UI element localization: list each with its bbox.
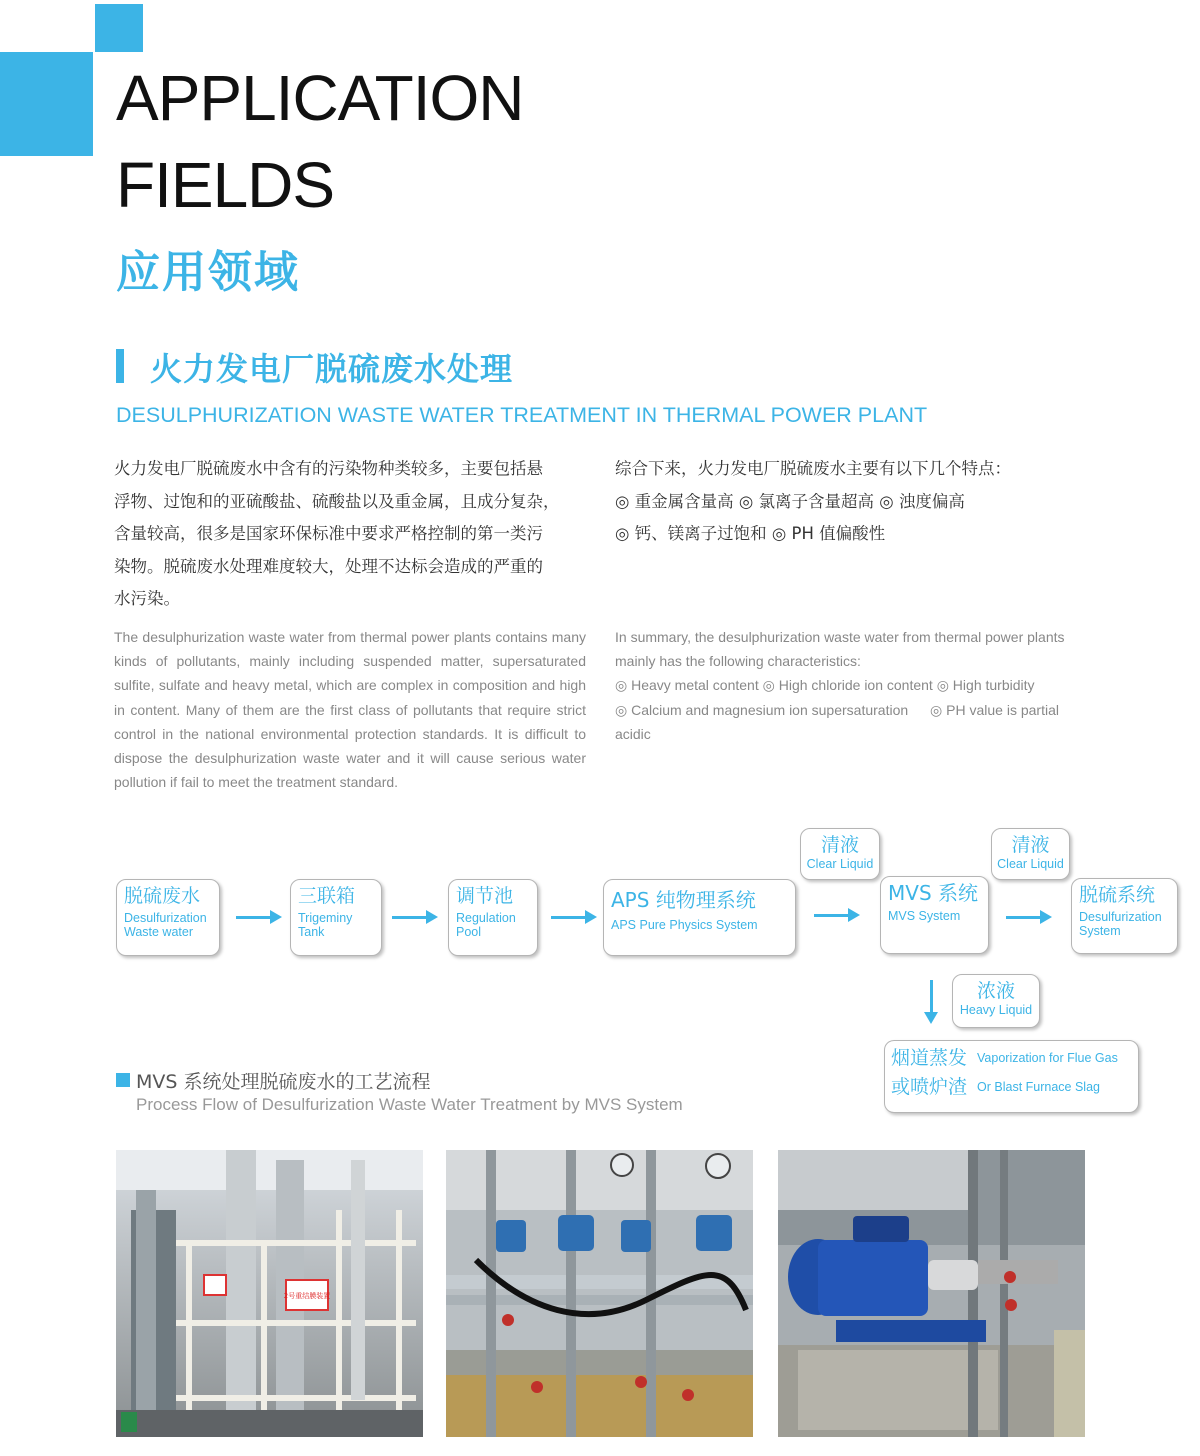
corner-square-small (95, 4, 143, 52)
flow-label-cn: APS 纯物理系统 (611, 888, 756, 912)
flow-label-en: Vaporization for Flue Gas (977, 1051, 1118, 1065)
right-en-features-2 (615, 698, 1090, 722)
left-cn-line: 含量较高，很多是国家环保标准中要求严格控制的第一类污 (114, 524, 543, 543)
flow-label-cn: 脱硫系统 (1079, 884, 1156, 906)
flow-arrow-right (392, 916, 428, 919)
flow-label-en: MVS System (888, 909, 961, 923)
right-en-feature-calcium: ◎ Calcium and magnesium ion supersaturation (615, 701, 909, 718)
flow-label-cn: MVS 系统 (888, 881, 978, 905)
flow-label-cn: 清液 (820, 834, 859, 856)
flow-label-en: APS Pure Physics System (611, 918, 758, 932)
right-cn-features-1: ◎ 重金属含量高 ◎ 氯离子含量超高 ◎ 浊度偏高 (615, 491, 965, 511)
right-en-feature-ph: ◎ PH value is partial (930, 701, 1059, 718)
right-paragraph-en (615, 625, 1090, 746)
photo-pump-motor (778, 1150, 1085, 1437)
section-marker (116, 349, 124, 383)
flow-label-en: Desulfurization (1079, 910, 1162, 924)
process-title-en: Process Flow of Desulfurization Waste Water Treatment by MVS System (136, 1095, 683, 1114)
flow-label-cn: 或喷炉渣 (891, 1076, 968, 1098)
photo-pump-motor-image (778, 1150, 1085, 1437)
flow-box-desulf-water (116, 879, 220, 956)
flow-arrow-right (1006, 916, 1042, 919)
left-cn-line: 染物。脱硫废水处理难度较大，处理不达标会造成的严重的 (114, 556, 543, 576)
flow-label-en: Regulation (456, 911, 516, 925)
flow-box-clear-liquid-2 (991, 828, 1070, 880)
flow-label-en: Pool (456, 925, 482, 939)
section-title-cn: 火力发电厂脱硫废水处理 (150, 350, 514, 388)
flow-label-en: Heavy Liquid (959, 1003, 1033, 1017)
left-cn-line: 浮物、过饱和的亚硫酸盐、硫酸盐以及重金属，且成分复杂， (114, 491, 560, 511)
corner-square-large (0, 52, 93, 156)
process-title-cn: MVS 系统处理脱硫废水的工艺流程 (136, 1071, 431, 1093)
flow-box-mvs (880, 876, 989, 954)
page-title-line2: FIELDS (116, 149, 335, 221)
flow-label-en: Clear Liquid (997, 857, 1064, 871)
flow-label-en: Trigeminy (298, 911, 353, 925)
flow-box-vaporization (884, 1040, 1139, 1113)
right-en-intro-2: mainly has the following characteristics: (615, 653, 861, 670)
left-paragraph-cn (114, 453, 586, 616)
flow-label-cn: 烟道蒸发 (891, 1047, 968, 1069)
flow-box-heavy-liquid (952, 974, 1040, 1028)
right-en-features-3: acidic (615, 725, 651, 742)
flow-box-trigeminy (290, 879, 382, 956)
flow-box-aps (603, 879, 796, 956)
flow-label-en: Or Blast Furnace Slag (977, 1080, 1100, 1094)
left-cn-line: 火力发电厂脱硫废水中含有的污染物种类较多，主要包括悬 (114, 459, 543, 478)
section-title-en: DESULPHURIZATION WASTE WATER TREATMENT IN THERMAL POWER PLANT (116, 403, 928, 427)
right-en-features-1: ◎ Heavy metal content ◎ High chloride ion content ◎ High turbidity (615, 677, 1035, 694)
right-cn-features-2: ◎ 钙、镁离子过饱和 ◎ PH 值偏酸性 (615, 524, 886, 543)
vapor-row-1 (891, 1046, 1132, 1070)
flow-label-en: Tank (298, 925, 325, 939)
flow-arrow-right (551, 916, 587, 919)
flow-label-cn: 三联箱 (298, 885, 356, 907)
photo-equipment-frame (116, 1150, 423, 1437)
right-cn-intro: 综合下来，火力发电厂脱硫废水主要有以下几个特点： (615, 459, 1011, 478)
right-en-intro-1: In summary, the desulphurization waste water from thermal power plants (615, 629, 1065, 645)
flow-label-cn: 调节池 (456, 885, 514, 907)
flow-label-en: System (1079, 924, 1121, 938)
flow-label-en: Clear Liquid (806, 857, 874, 871)
flow-label-en: Desulfurization (124, 911, 207, 925)
flow-label-cn: 浓液 (976, 980, 1015, 1002)
flow-box-desulf-system (1071, 878, 1178, 954)
flow-box-regulation (448, 879, 538, 956)
flow-label-en: Waste water (124, 925, 194, 939)
process-marker (116, 1073, 130, 1087)
photo-sign-text: 2号重结膜装置 (283, 1292, 331, 1300)
photo-equipment-frame-image (116, 1150, 423, 1437)
left-paragraph-en: The desulphurization waste water from thermal power plants contains many kinds of pollutants, mainly including suspended matter, supersaturated sulfite, sulfate and heavy metal, which are complex in composition and high in content. Many of them are the first class of pollutants that require strict control in the national environmental protection standards. It is difficult to dispose the desulphurization waste water and it will cause serious water pollution if fail to meet the treatment standard. (114, 629, 586, 791)
flow-box-clear-liquid-1 (800, 828, 880, 880)
flow-arrow-down (930, 980, 933, 1014)
vapor-row-2 (891, 1075, 1132, 1099)
page-title-cn: 应用领域 (116, 247, 300, 298)
photo-instrument-panel (446, 1150, 753, 1437)
flow-arrow-right (236, 916, 272, 919)
flow-label-cn: 清液 (1011, 834, 1050, 856)
flow-label-cn: 脱硫废水 (124, 885, 201, 907)
flow-arrow-right (814, 914, 850, 917)
page-title-line1: APPLICATION (116, 62, 524, 134)
photo-instrument-panel-image (446, 1150, 753, 1437)
right-paragraph-cn (615, 453, 1090, 551)
left-cn-line: 水污染。 (114, 589, 180, 608)
